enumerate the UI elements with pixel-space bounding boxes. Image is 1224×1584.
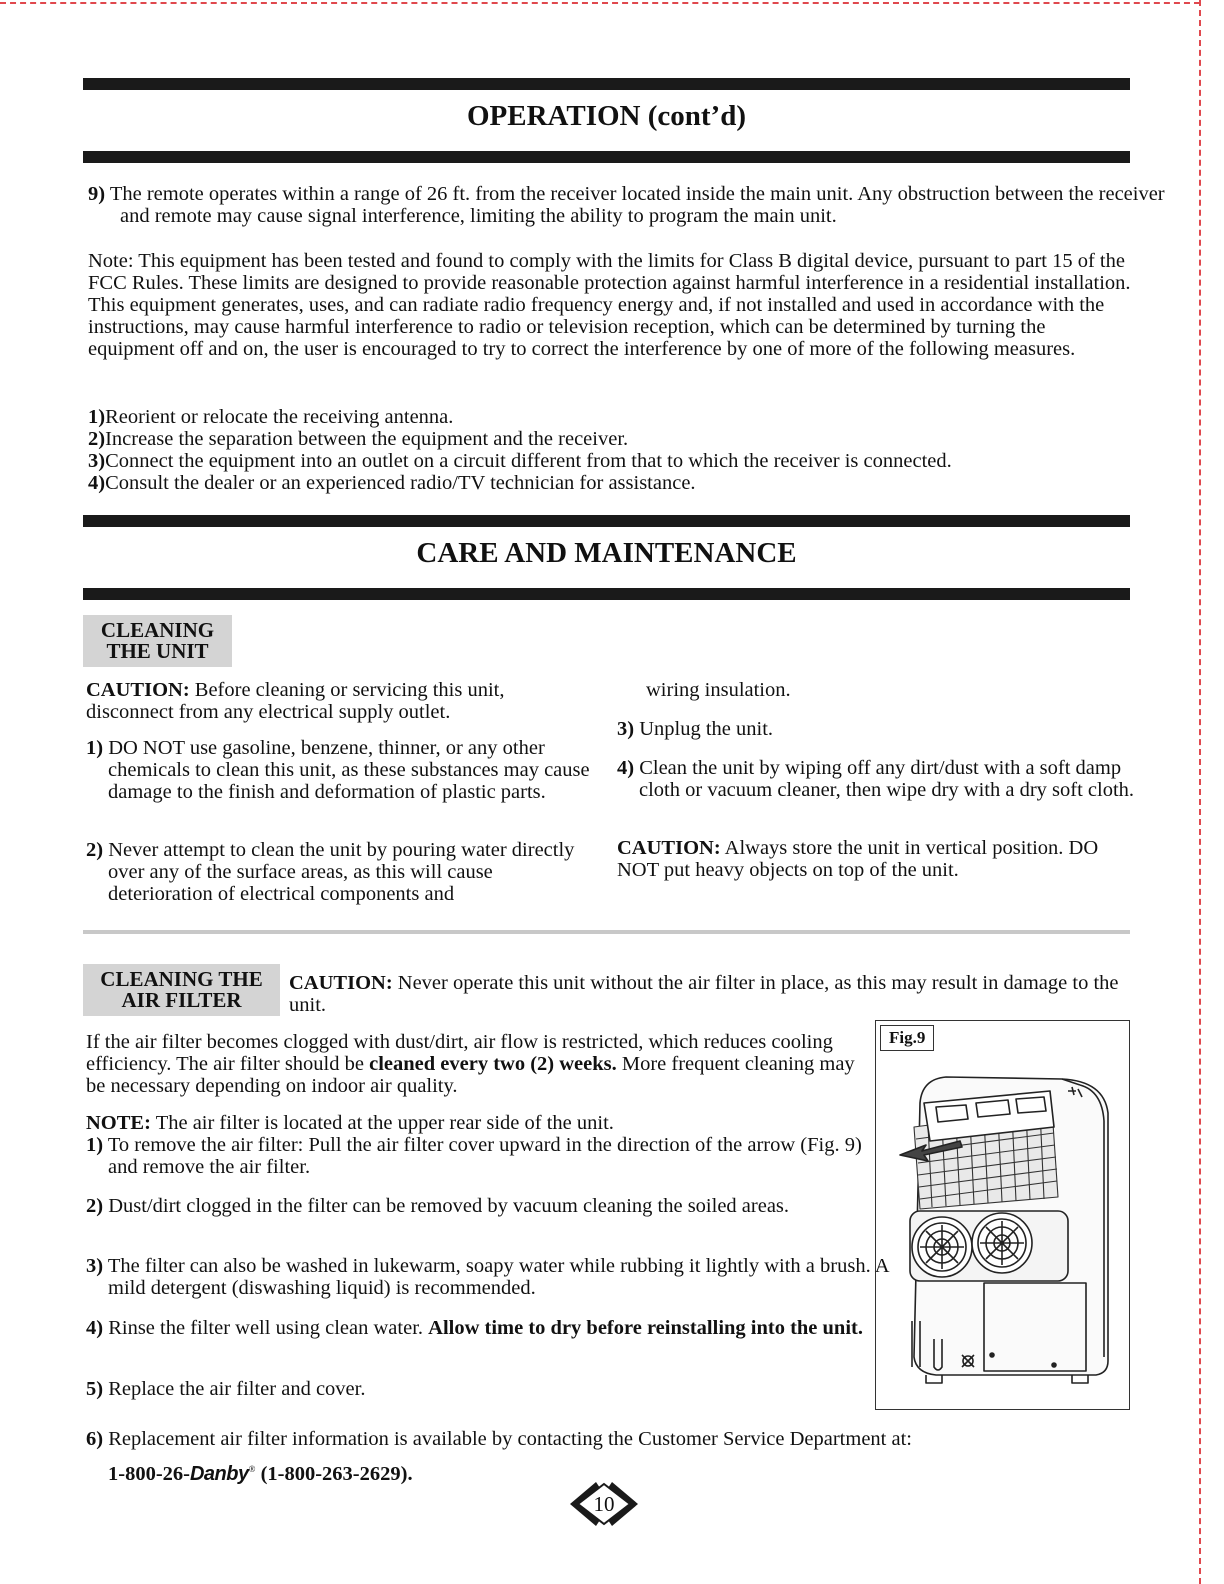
care-rule-bottom: [83, 588, 1130, 600]
header-rule-top: [83, 78, 1130, 90]
filter-intro: If the air filter becomes clogged with dust/dirt, air flow is restricted, which reduces cooling efficiency. The air filter should be cleaned every two (2) weeks. More frequent cleaning may be necessary depending on indoor air quality.: [86, 1031, 855, 1097]
danby-logo: Danby: [189, 1462, 249, 1485]
fcc-note: Note: This equipment has been tested and found to comply with the limits for Class B digital device, pursuant to part 15 of the FCC Rules. These limits are designed to provide reasonable protection against harmful interference in a residential installation. This equipment generates, uses, and can radiate radio frequency energy and, if not installed and used in accordance with the instructions, may cause harmful interference to radio or television reception, which can be determined by turning the equipment off and on, the user is encouraged to try to correct the interference by one of more of the following measures.: [88, 250, 1131, 360]
filter-step-3: 3) The filter can also be washed in lukewarm, soapy water while rubbing it lightly with a brush. A mild detergent (diswashing liquid) is recommended.: [86, 1255, 889, 1299]
operation-title: OPERATION (cont’d): [467, 100, 746, 132]
header-rule-bottom: [83, 151, 1130, 163]
filter-step-1: 1) To remove the air filter: Pull the air filter cover upward in the direction of the arrow (Fig. 9) and remove the air filter.: [86, 1134, 862, 1178]
fcc-measures-list: [88, 406, 1133, 494]
section-divider: [83, 930, 1130, 934]
figure-9: [875, 1020, 1130, 1410]
cleaning-caution-2: CAUTION: Always store the unit in vertical position. DO NOT put heavy objects on top of the unit.: [617, 837, 1099, 881]
cleaning-item-1: 1) DO NOT use gasoline, benzene, thinner, or any other chemicals to clean this unit, as these substances may cause damage to the finish and deformation of plastic parts.: [86, 737, 590, 803]
measure-item: 3)Connect the equipment into an outlet on a circuit different from that to which the receiver is connected.: [88, 450, 952, 472]
measure-item: 1)Reorient or relocate the receiving antenna.: [88, 406, 454, 428]
page-number-badge: [566, 1478, 642, 1530]
measure-item: 2)Increase the separation between the equipment and the receiver.: [88, 428, 629, 450]
filter-step-5: 5) Replace the air filter and cover.: [86, 1378, 366, 1400]
cut-line-right: [1199, 0, 1201, 1584]
cleaning-item-2-cont: wiring insulation.: [646, 679, 791, 701]
care-rule-top: [83, 515, 1130, 527]
filter-caution: CAUTION: Never operate this unit without the air filter in place, as this may result in damage to the unit.: [289, 972, 1119, 1016]
operation-item-9: 9) The remote operates within a range of 26 ft. from the receiver located inside the main unit. Any obstruction between the receiver and remote may cause signal interference, limiting the ability to program the main unit.: [88, 183, 1165, 227]
cleaning-unit-label: CLEANING THE UNIT: [83, 615, 232, 667]
cleaning-item-3: 3) Unplug the unit.: [617, 718, 774, 740]
filter-note: NOTE: The air filter is located at the upper rear side of the unit.: [86, 1112, 614, 1134]
page-number: 10: [593, 1492, 615, 1516]
cleaning-caution: CAUTION: Before cleaning or servicing this unit, disconnect from any electrical supply outlet.: [86, 679, 505, 723]
cleaning-item-4: 4) Clean the unit by wiping off any dirt/dust with a soft damp cloth or vacuum cleaner, then wipe dry with a dry soft cloth.: [617, 757, 1135, 801]
cut-line-top: [0, 2, 1200, 4]
air-conditioner-illustration: [876, 1021, 1129, 1409]
filter-step-4: 4) Rinse the filter well using clean water. Allow time to dry before reinstalling into the unit.: [86, 1317, 863, 1339]
figure-label: Fig.9: [880, 1025, 934, 1051]
filter-step-6: 6) Replacement air filter information is available by contacting the Customer Service Department at: 1-800-26-Danby® (1-800-263-2629).: [86, 1428, 912, 1485]
care-title: CARE AND MAINTENANCE: [416, 537, 797, 569]
measure-item: 4)Consult the dealer or an experienced radio/TV technician for assistance.: [88, 472, 696, 494]
cleaning-filter-label: CLEANING THE AIR FILTER: [83, 964, 280, 1016]
filter-step-2: 2) Dust/dirt clogged in the filter can be removed by vacuum cleaning the soiled areas.: [86, 1195, 790, 1217]
cleaning-item-2: 2) Never attempt to clean the unit by pouring water directly over any of the surface areas, as this will cause deterioration of electrical components and: [86, 839, 575, 905]
